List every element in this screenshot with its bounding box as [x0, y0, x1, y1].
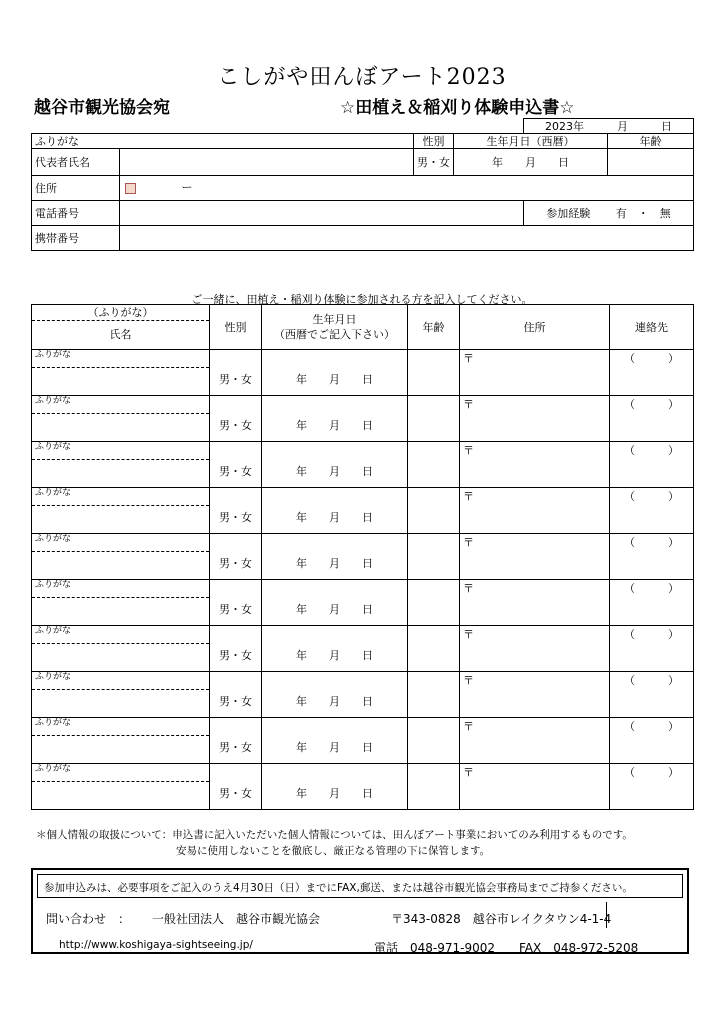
- address-divider: [606, 902, 607, 928]
- companion-furigana-label: ふりがな: [32, 672, 209, 690]
- companion-birth-field[interactable]: 年 月 日: [262, 350, 408, 396]
- representative-table: [31, 118, 694, 251]
- companion-age-field[interactable]: [408, 534, 460, 580]
- header-birth: [262, 305, 408, 350]
- rep-birth-field[interactable]: 年 月 日: [454, 149, 608, 176]
- privacy-note-line1: ＊個人情報の取扱について：申込書に記入いただいた個人情報については、田んぼアート事業においてのみ利用するものです。: [36, 829, 633, 841]
- companion-row: [32, 672, 694, 718]
- addressee: 越谷市観光協会宛: [34, 98, 170, 118]
- companion-furigana-label: ふりがな: [32, 396, 209, 414]
- companion-contact-field[interactable]: （ ）: [610, 534, 694, 580]
- companion-birth-field[interactable]: 年 月 日: [262, 396, 408, 442]
- companion-name-field[interactable]: [32, 764, 210, 810]
- experience-field[interactable]: [524, 201, 694, 226]
- header-contact: 連絡先: [610, 305, 694, 350]
- companion-name-field[interactable]: [32, 488, 210, 534]
- companion-age-field[interactable]: [408, 764, 460, 810]
- companion-row: [32, 534, 694, 580]
- companion-address-field[interactable]: 〒: [460, 580, 610, 626]
- header-address: 住所: [460, 305, 610, 350]
- companion-name-field[interactable]: [32, 442, 210, 488]
- companion-birth-field[interactable]: 年 月 日: [262, 488, 408, 534]
- companion-gender-field[interactable]: 男・女: [210, 580, 262, 626]
- header-name-label: 氏名: [109, 328, 132, 341]
- phone-field[interactable]: [120, 201, 524, 226]
- companion-name-field[interactable]: [32, 626, 210, 672]
- website-link[interactable]: http://www.koshigaya-sightseeing.jp/: [59, 939, 253, 951]
- companion-name-field[interactable]: [32, 672, 210, 718]
- companion-contact-field[interactable]: （ ）: [610, 626, 694, 672]
- companion-gender-field[interactable]: 男・女: [210, 718, 262, 764]
- page-title: こしがや田んぼアート2023: [217, 65, 507, 90]
- header-birth-label: 生年月日: [312, 313, 357, 326]
- companion-birth-field[interactable]: 年 月 日: [262, 580, 408, 626]
- companion-age-field[interactable]: [408, 718, 460, 764]
- companion-furigana-label: ふりがな: [32, 764, 209, 782]
- companion-birth-field[interactable]: 年 月 日: [262, 764, 408, 810]
- form-name: ☆田植え＆稲刈り体験申込書☆: [340, 98, 575, 118]
- header-gender: 性別: [210, 305, 262, 350]
- companion-note: ご一緒に、田植え・稲刈り体験に参加される方を記入してください。: [191, 293, 533, 306]
- companion-age-field[interactable]: [408, 442, 460, 488]
- companion-row: [32, 396, 694, 442]
- companion-birth-field[interactable]: 年 月 日: [262, 672, 408, 718]
- rep-age-field[interactable]: [608, 149, 694, 176]
- companion-gender-field[interactable]: 男・女: [210, 488, 262, 534]
- companion-contact-field[interactable]: （ ）: [610, 350, 694, 396]
- companion-contact-field[interactable]: （ ）: [610, 396, 694, 442]
- companion-row: [32, 626, 694, 672]
- furigana-label: ふりがな: [32, 134, 414, 149]
- companion-contact-field[interactable]: （ ）: [610, 580, 694, 626]
- phone-label: 電話番号: [32, 201, 120, 226]
- experience-options: 有 ・ 無: [615, 206, 671, 220]
- rep-name-label: 代表者氏名: [32, 149, 120, 176]
- companion-gender-field[interactable]: 男・女: [210, 672, 262, 718]
- companion-address-field[interactable]: 〒: [460, 350, 610, 396]
- header-birth-sub: （西暦でご記入下さい）: [274, 328, 395, 341]
- org-name: 一般社団法人 越谷市観光協会: [152, 912, 321, 926]
- privacy-note-line2: 安易に使用しないことを徹底し、厳正なる管理の下に保管します。: [176, 845, 491, 857]
- companion-birth-field[interactable]: 年 月 日: [262, 442, 408, 488]
- companion-gender-field[interactable]: 男・女: [210, 534, 262, 580]
- companion-name-field[interactable]: [32, 534, 210, 580]
- companion-gender-field[interactable]: 男・女: [210, 396, 262, 442]
- companion-row: [32, 442, 694, 488]
- companion-name-field[interactable]: [32, 396, 210, 442]
- experience-label: 参加経験: [546, 206, 591, 220]
- companion-address-field[interactable]: 〒: [460, 442, 610, 488]
- companion-age-field[interactable]: [408, 626, 460, 672]
- mobile-field[interactable]: [120, 226, 694, 251]
- companion-name-field[interactable]: [32, 350, 210, 396]
- birth-header: 生年月日（西暦）: [454, 134, 608, 149]
- companion-gender-field[interactable]: 男・女: [210, 764, 262, 810]
- companion-row: [32, 764, 694, 810]
- companion-age-field[interactable]: [408, 396, 460, 442]
- companion-birth-field[interactable]: 年 月 日: [262, 718, 408, 764]
- age-header: 年齢: [608, 134, 694, 149]
- companion-name-field[interactable]: [32, 580, 210, 626]
- companion-gender-field[interactable]: 男・女: [210, 626, 262, 672]
- header-age: 年齢: [408, 305, 460, 350]
- companion-gender-field[interactable]: 男・女: [210, 442, 262, 488]
- address-field[interactable]: [120, 176, 694, 201]
- companion-contact-field[interactable]: （ ）: [610, 718, 694, 764]
- companion-address-field[interactable]: 〒: [460, 672, 610, 718]
- date-line[interactable]: 2023年 月 日: [524, 119, 694, 134]
- companion-contact-field[interactable]: （ ）: [610, 442, 694, 488]
- companion-contact-field[interactable]: （ ）: [610, 672, 694, 718]
- mobile-label: 携帯番号: [32, 226, 120, 251]
- companion-row: [32, 350, 694, 396]
- companion-gender-field[interactable]: 男・女: [210, 350, 262, 396]
- companion-age-field[interactable]: [408, 350, 460, 396]
- companion-address-field[interactable]: 〒: [460, 626, 610, 672]
- companion-birth-field[interactable]: 年 月 日: [262, 626, 408, 672]
- companion-age-field[interactable]: [408, 672, 460, 718]
- companion-birth-field[interactable]: 年 月 日: [262, 534, 408, 580]
- submission-notice: 参加申込みは、必要事項をご記入のうえ4月30日（日）までにFAX,郵送、または越谷市観光協会事務局までご持参ください。: [44, 882, 633, 894]
- gender-header: 性別: [414, 134, 454, 149]
- companion-row: [32, 580, 694, 626]
- address-label: 住所: [32, 176, 120, 201]
- companion-age-field[interactable]: [408, 488, 460, 534]
- companion-row: [32, 718, 694, 764]
- postal-mark-icon: [125, 183, 136, 194]
- companion-furigana-label: ふりがな: [32, 488, 209, 506]
- header-name: [32, 305, 210, 350]
- rep-name-field[interactable]: [120, 149, 414, 176]
- rep-gender-field[interactable]: 男・女: [414, 149, 454, 176]
- companion-contact-field[interactable]: （ ）: [610, 488, 694, 534]
- companion-furigana-label: ふりがな: [32, 718, 209, 736]
- companion-contact-field[interactable]: （ ）: [610, 764, 694, 810]
- companion-row: [32, 488, 694, 534]
- postal-dash: ー: [181, 181, 193, 195]
- companion-address-field[interactable]: 〒: [460, 534, 610, 580]
- companion-address-field[interactable]: 〒: [460, 396, 610, 442]
- inquiry-label: 問い合わせ ：: [46, 912, 131, 926]
- org-address: 〒343-0828 越谷市レイクタウン4-1-4: [391, 912, 612, 926]
- companion-address-field[interactable]: 〒: [460, 488, 610, 534]
- companion-furigana-label: ふりがな: [32, 350, 209, 368]
- companion-age-field[interactable]: [408, 580, 460, 626]
- companion-address-field[interactable]: 〒: [460, 764, 610, 810]
- companion-furigana-label: ふりがな: [32, 580, 209, 598]
- companion-furigana-label: ふりがな: [32, 442, 209, 460]
- companion-furigana-label: ふりがな: [32, 626, 209, 644]
- header-furigana: （ふりがな）: [32, 305, 209, 321]
- phone-fax: 電話 048-971-9002 FAX 048-972-5208: [374, 941, 639, 955]
- companion-table: [31, 304, 694, 810]
- companion-furigana-label: ふりがな: [32, 534, 209, 552]
- companion-address-field[interactable]: 〒: [460, 718, 610, 764]
- companion-name-field[interactable]: [32, 718, 210, 764]
